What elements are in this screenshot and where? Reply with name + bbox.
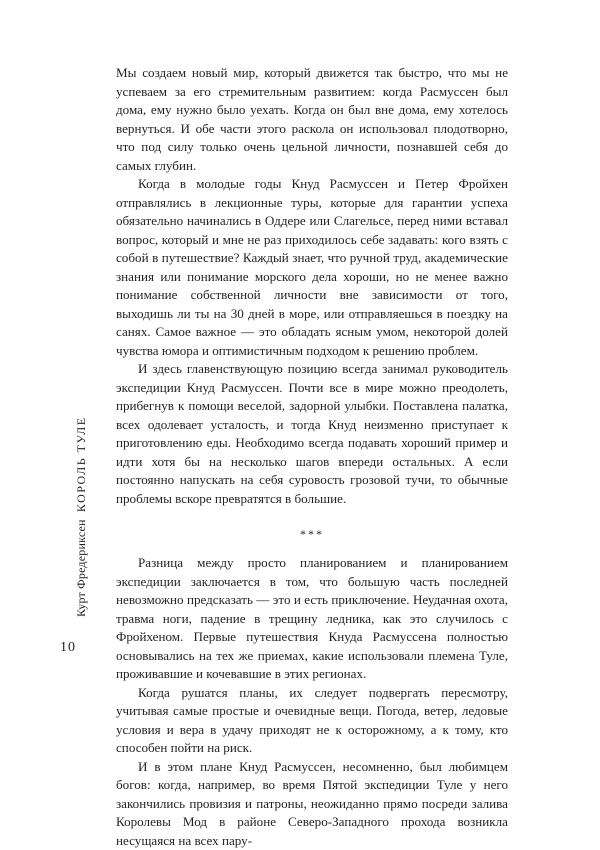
running-head-book-title: КОРОЛЬ ТУЛЕ — [74, 416, 88, 512]
page-number: 10 — [60, 640, 76, 656]
paragraph: Когда в молодые годы Кнуд Расмуссен и Петер Фройхен отправлялись в лекционные туры, которые для гарантии успеха обязательно начинались в Оддере или Слагельсе, перед ними вставал вопрос, который и мне не раз приходилось себе задавать: кого взять с собой в путешествие? Каждый знает, что ручной труд, академические знания или понимание морского дела хороши, но не менее важно понимание собственной личности вне зависимости от того, выходишь ли ты на 30 дней в море, или отправляешься в поездку на санях. Самое важное — это обладать ясным умом, некоторой долей чувства юмора и оптимистичным подходом к решению проблем. — [116, 175, 508, 360]
running-head — [74, 416, 89, 617]
paragraph: И в этом плане Кнуд Расмуссен, несомненно, был любимцем богов: когда, например, во время Пятой экспедиции Туле у него закончились провизия и патроны, неожиданно прямо посреди залива Королевы Мод в районе Северо-Западного прохода возникла несущаяся на всех пару- — [116, 758, 508, 850]
paragraph: Когда рушатся планы, их следует подвергать пересмотру, учитывая самые простые и очевидные вещи. Погода, ветер, ледовые условия и вера в удачу приходят не к осторожному, а к тому, кто способен пойти на риск. — [116, 684, 508, 758]
section-break: *** — [116, 526, 508, 542]
running-head-author: Курт Фредериксен — [74, 519, 88, 617]
paragraph: И здесь главенствующую позицию всегда занимал руководитель экспедиции Кнуд Расмуссен. Почти все в мире можно преодолеть, прибегнув к помощи веселой, задорной улыбки. Поставлена палатка, всех одолевает усталость, и тогда Кнуд неизменно приступает к приготовлению еды. Необходимо всегда подавать хороший пример и идти хотя бы на несколько шагов впереди остальных. А если постоянно напускать на себя суровость грозовой тучи, то обычные проблемы вскоре превратятся в большие. — [116, 360, 508, 508]
page-body — [116, 64, 508, 850]
paragraph: Разница между просто планированием и планированием экспедиции заключается в том, что большую часть последней невозможно предсказать — это и есть приключение. Неудачная охота, травма ноги, падение в трещину ледника, как это случилось с Фройхеном. Первые путешествия Кнуда Расмуссена полностью основывались на тех же приемах, какие использовали племена Туле, проживавшие и кочевавшие в этих регионах. — [116, 554, 508, 684]
paragraph: Мы создаем новый мир, который движется так быстро, что мы не успеваем за его стремительным развитием: когда Расмуссен был дома, ему нужно было уехать. Когда он был вне дома, ему хотелось вернуться. И обе части этого раскола он использовал плодотворно, что под силу только очень цельной личности, познавшей себя до самых глубин. — [116, 64, 508, 175]
